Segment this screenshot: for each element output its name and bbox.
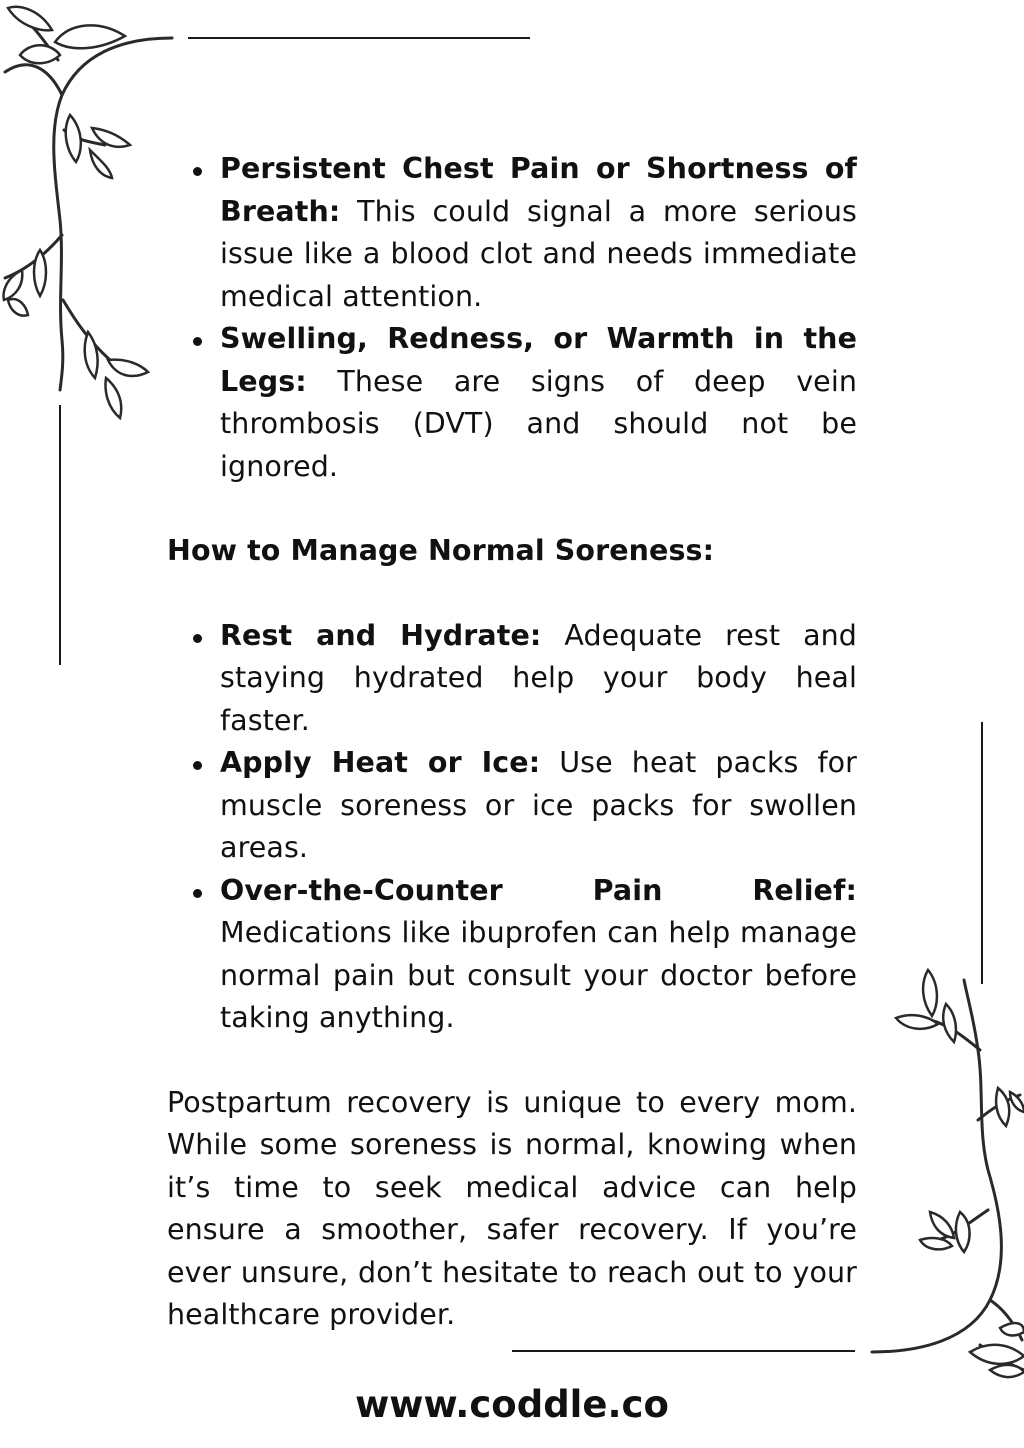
- list-item-text: Use heat packs for muscle soreness or ice packs for swollen areas.: [220, 746, 857, 864]
- list-item: [167, 742, 857, 870]
- top-divider-line: [188, 37, 530, 39]
- list-item-text: Adequate rest and staying hydrated help your body heal faster.: [220, 618, 857, 737]
- list-item: [167, 318, 857, 488]
- list-item-text: Medications like ibuprofen can help manage normal pain but consult your doctor before taking anything.: [220, 916, 857, 1034]
- list-item-term: Apply Heat or Ice:: [220, 746, 541, 779]
- list-item: [167, 615, 857, 743]
- list-item-term: Over-the-Counter Pain Relief:: [220, 873, 857, 907]
- warning-signs-list: [167, 148, 857, 488]
- right-vertical-line: [981, 722, 983, 984]
- list-item-term: Persistent Chest Pain or Shortness of Breath:: [220, 152, 857, 228]
- list-item-text: This could signal a more serious issue like a blood clot and needs immediate medical attention.: [220, 194, 857, 313]
- list-item-term: Rest and Hydrate:: [220, 618, 542, 652]
- manage-soreness-list: [167, 615, 857, 1040]
- list-item-term: Swelling, Redness, or Warmth in the Legs:: [220, 322, 857, 398]
- list-item-text: These are signs of deep vein thrombosis (DVT) and should not be ignored.: [220, 364, 857, 483]
- left-vertical-line: [59, 405, 61, 665]
- section-heading: How to Manage Normal Soreness:: [167, 534, 715, 567]
- vine-decoration-icon: [0, 0, 180, 430]
- list-item: [167, 148, 857, 318]
- closing-paragraph: Postpartum recovery is unique to every mom. While some soreness is normal, knowing when it’s time to seek medical advice can help ensure a smoother, safer recovery. If you’re ever unsure, don’t hesitate to reach out to your healthcare provider.: [167, 1085, 857, 1331]
- footer-url[interactable]: www.coddle.co: [355, 1383, 669, 1426]
- list-item: [167, 870, 857, 1040]
- main-content: [167, 148, 857, 1365]
- vine-decoration-icon: [860, 960, 1024, 1380]
